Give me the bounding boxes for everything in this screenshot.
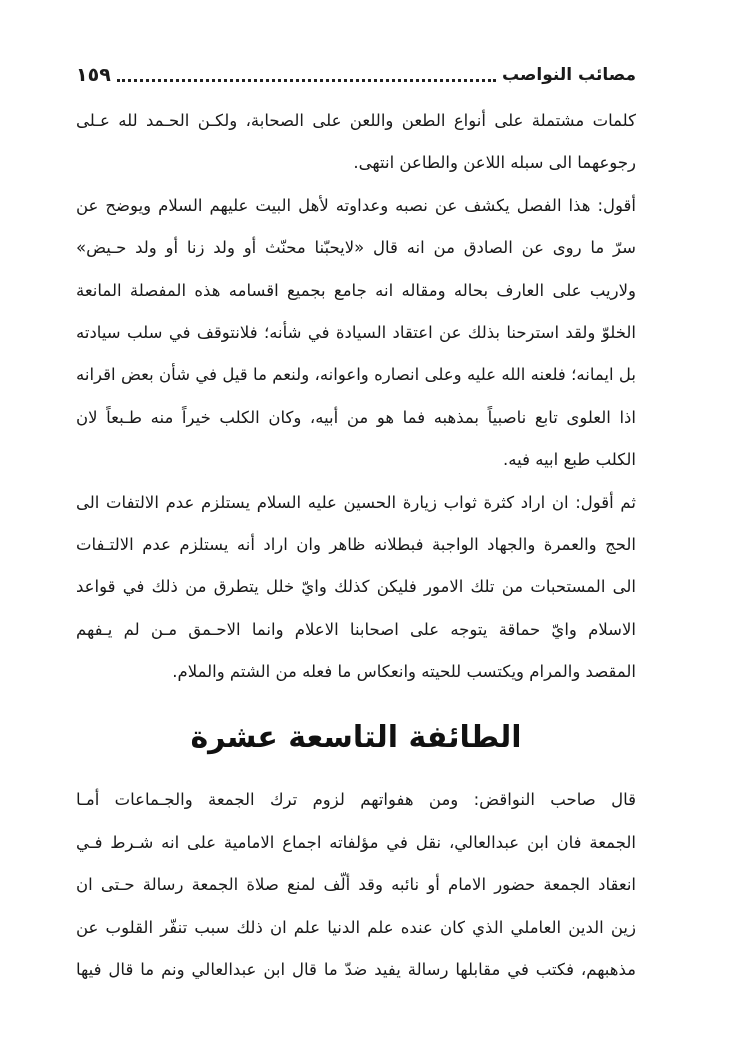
text-line: ولاريب على العارف بحاله ومقاله انه جامع بجميع اقسامه هذه المفصلة المانعة bbox=[76, 280, 636, 300]
text-line: الاسلام وايّ حماقة يتوجه على اصحابنا الاعلام وانما الاحـمق مـن لم يـفهم bbox=[76, 619, 636, 639]
running-title: مصائب النواصب bbox=[501, 65, 636, 85]
text-line: قال صاحب النواقض: ومن هفواتهم لزوم ترك الجمعة والجـماعات أمـا bbox=[76, 790, 636, 810]
page-number: ١٥٩ bbox=[76, 64, 111, 86]
section-heading: الطائفة التاسعة عشرة bbox=[190, 719, 522, 755]
text-line: مذهبهم، فكتب في مقابلها رسالة يفيد ضدّ ما قال ابن عبدالعالي ونم ما قال فيها bbox=[76, 960, 636, 980]
text-line: رجوعهما الى سبله اللاعن والطاعن انتهى. bbox=[353, 153, 636, 173]
text-line: زين الدين العاملي الذي كان عنده علم الدنيا علم ان ذلك سبب تنفّر القلوب عن bbox=[76, 917, 636, 937]
text-line: كلمات مشتملة على أنواع الطعن واللعن على الصحابة، ولكـن الحـمد لله عـلى bbox=[76, 111, 636, 130]
page-header bbox=[76, 60, 636, 90]
text-line: بل ايمانه؛ فلعنه الله عليه وعلى انصاره واعوانه، ولنعم ما قيل في شأن بعض اقرانه bbox=[76, 365, 636, 385]
text-line: الجمعة فان ابن عبدالعالي، نقل في مؤلفاته اجماع الامامية على انه شـرط فـي bbox=[76, 832, 636, 852]
text-line: اذا العلوى تابع ناصبياً بمذهبه فما هو من أبيه، وكان الكلب خيراً منه طـبعاً لان bbox=[76, 407, 636, 427]
paragraph bbox=[76, 779, 636, 991]
text-line: سرّ ما روى عن الصادق من انه قال «لايحبّنا محنّث أو ولد زنا أو ولد حـيض» bbox=[76, 238, 636, 258]
body-text bbox=[76, 100, 636, 991]
text-line: انعقاد الجمعة حضور الامام أو نائبه وقد ألّف لمنع صلاة الجمعة رسالة حـتى ان bbox=[76, 875, 636, 895]
text-line: الكلب طبع ابيه فيه. bbox=[503, 450, 636, 470]
text-line: الخلوّ ولقد استرحنا بذلك عن اعتقاد السيادة في شأنه؛ فلانتوقف في سلب سيادته bbox=[76, 322, 636, 342]
text-line: ثم أقول: ان اراد كثرة ثواب زيارة الحسين عليه السلام يستلزم عدم الالتفات الى bbox=[76, 492, 636, 512]
text-line: المقصد والمرام ويكتسب للحيته وانعكاس ما فعله من الشتم والملام. bbox=[172, 662, 636, 682]
paragraph bbox=[76, 100, 636, 185]
text-line: الى المستحبات من تلك الامور فليكن كذلك وايّ خلل يتطرق من ذلك في قواعد bbox=[76, 577, 636, 597]
dotted-leader bbox=[117, 79, 496, 82]
paragraph bbox=[76, 482, 636, 694]
section-heading-wrap bbox=[76, 699, 636, 775]
text-line: الحج والعمرة والجهاد الواجبة فبطلانه ظاهر وان اراد أنه يستلزم عدم الالتـفات bbox=[76, 534, 636, 554]
text-line: أقول: هذا الفصل يكشف عن نصبه وعداوته لأهل البيت عليهم السلام ويوضح عن bbox=[76, 195, 636, 215]
paragraph bbox=[76, 185, 636, 482]
